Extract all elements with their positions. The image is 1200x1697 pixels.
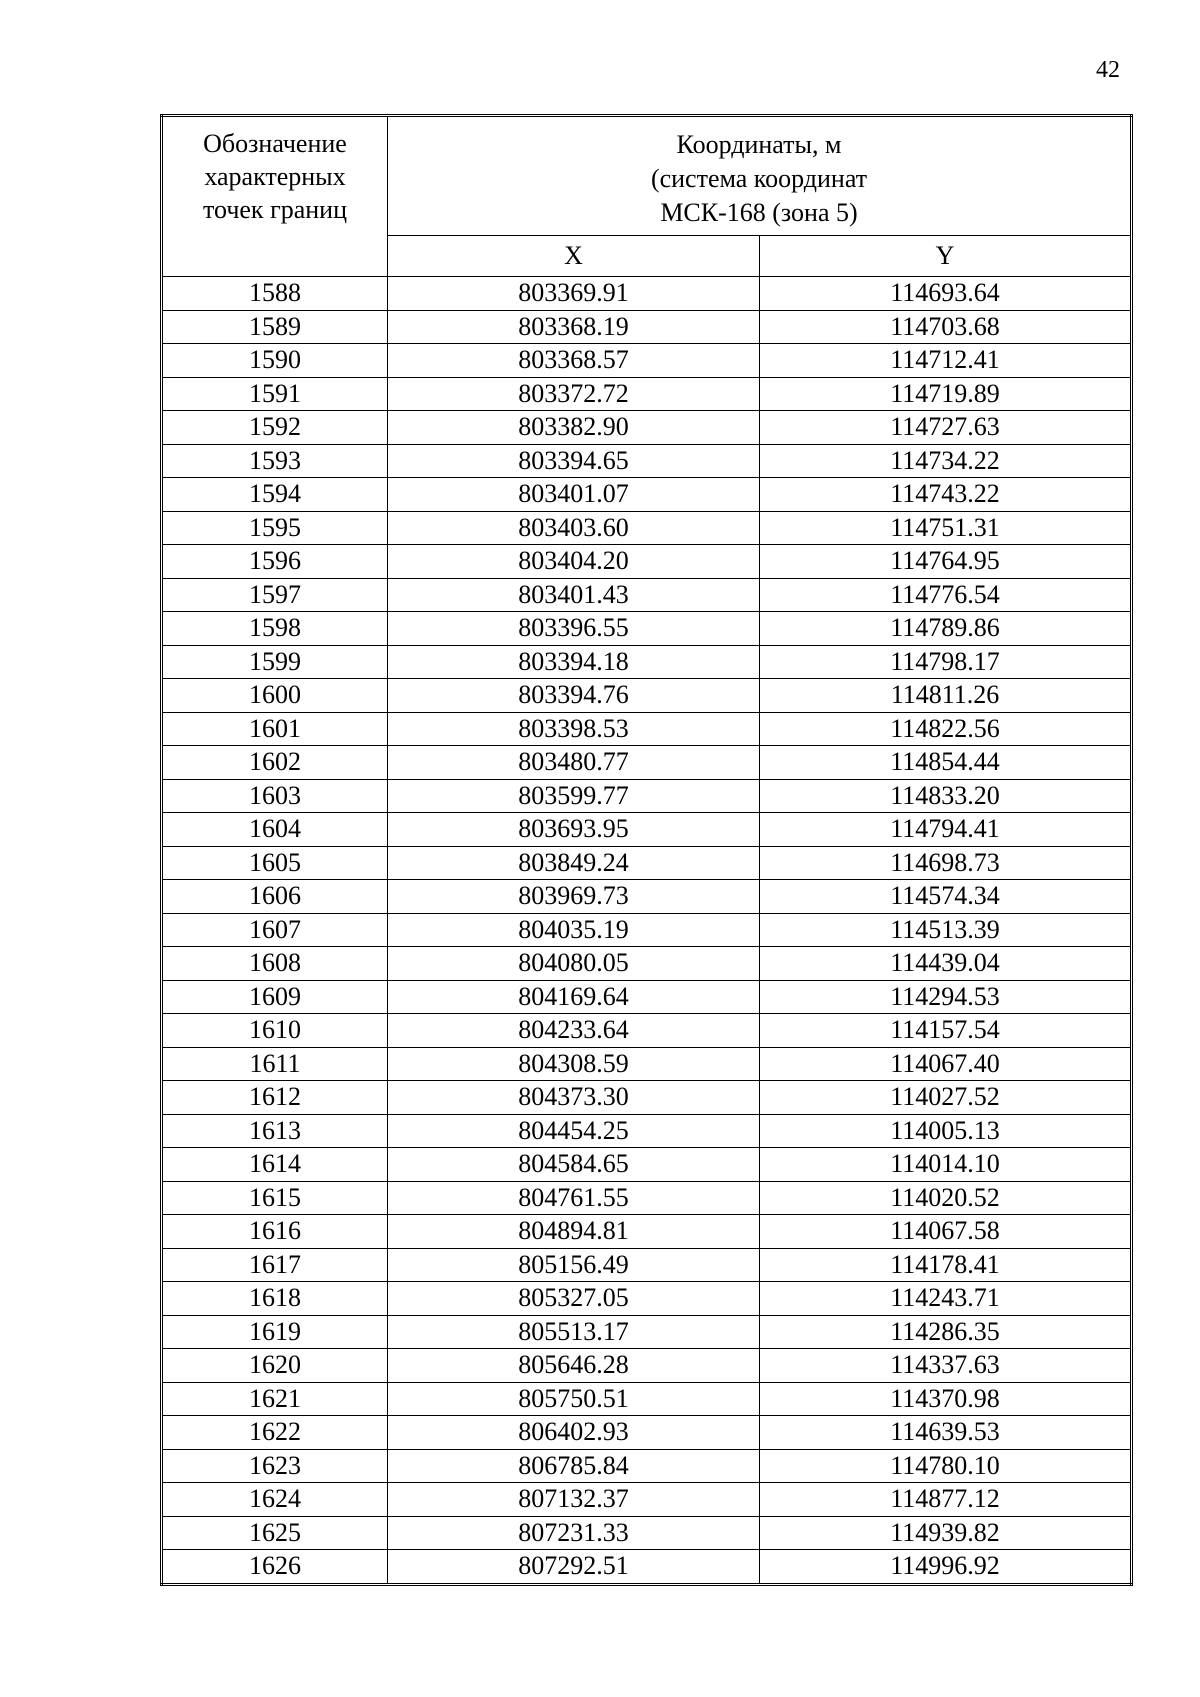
point-id-cell: 1616 [162, 1215, 388, 1249]
table-row [162, 813, 1132, 847]
y-coordinate-cell: 114698.73 [760, 846, 1132, 880]
x-coordinate-cell: 803398.53 [388, 712, 760, 746]
point-id-cell: 1595 [162, 511, 388, 545]
x-coordinate-cell: 807132.37 [388, 1483, 760, 1517]
point-id-cell: 1621 [162, 1382, 388, 1416]
point-id-cell: 1590 [162, 344, 388, 378]
x-coordinate-cell: 804373.30 [388, 1081, 760, 1115]
point-id-cell: 1624 [162, 1483, 388, 1517]
coordinates-header [388, 116, 1132, 236]
point-id-cell: 1615 [162, 1181, 388, 1215]
table-row [162, 511, 1132, 545]
x-coordinate-cell: 803372.72 [388, 377, 760, 411]
point-id-cell: 1604 [162, 813, 388, 847]
point-id-cell: 1611 [162, 1047, 388, 1081]
point-id-cell: 1617 [162, 1248, 388, 1282]
y-coordinate-cell: 114020.52 [760, 1181, 1132, 1215]
y-coordinate-cell: 114294.53 [760, 980, 1132, 1014]
x-coordinate-cell: 807292.51 [388, 1550, 760, 1585]
point-id-cell: 1610 [162, 1014, 388, 1048]
table-row [162, 980, 1132, 1014]
y-coordinate-cell: 114822.56 [760, 712, 1132, 746]
y-coordinate-cell: 114067.40 [760, 1047, 1132, 1081]
y-coordinate-cell: 114854.44 [760, 746, 1132, 780]
point-id-cell: 1618 [162, 1282, 388, 1316]
x-coordinate-cell: 804169.64 [388, 980, 760, 1014]
y-coordinate-cell: 114794.41 [760, 813, 1132, 847]
point-id-cell: 1606 [162, 880, 388, 914]
y-coordinate-cell: 114513.39 [760, 913, 1132, 947]
table-row [162, 1349, 1132, 1383]
y-coordinate-cell: 114014.10 [760, 1148, 1132, 1182]
table-row [162, 880, 1132, 914]
x-coordinate-cell: 805327.05 [388, 1282, 760, 1316]
x-coordinate-cell: 805646.28 [388, 1349, 760, 1383]
y-coordinate-cell: 114727.63 [760, 411, 1132, 445]
x-coordinate-cell: 804308.59 [388, 1047, 760, 1081]
x-coordinate-cell: 803969.73 [388, 880, 760, 914]
table-row [162, 1315, 1132, 1349]
y-coordinate-cell: 114439.04 [760, 947, 1132, 981]
point-id-cell: 1599 [162, 645, 388, 679]
x-coordinate-cell: 804035.19 [388, 913, 760, 947]
y-coordinate-cell: 114996.92 [760, 1550, 1132, 1585]
y-coordinate-cell: 114027.52 [760, 1081, 1132, 1115]
table-row [162, 1483, 1132, 1517]
table-row [162, 1014, 1132, 1048]
x-coordinate-cell: 807231.33 [388, 1516, 760, 1550]
y-coordinate-cell: 114243.71 [760, 1282, 1132, 1316]
table-row [162, 377, 1132, 411]
point-id-cell: 1600 [162, 679, 388, 713]
point-id-cell: 1614 [162, 1148, 388, 1182]
header-label-line: Обозначение [203, 129, 347, 158]
point-id-cell: 1625 [162, 1516, 388, 1550]
table-row [162, 1449, 1132, 1483]
point-id-cell: 1596 [162, 545, 388, 579]
table-row [162, 1550, 1132, 1585]
point-id-cell: 1598 [162, 612, 388, 646]
x-coordinate-cell: 803394.65 [388, 444, 760, 478]
table-row [162, 310, 1132, 344]
point-id-cell: 1597 [162, 578, 388, 612]
x-coordinate-cell: 803693.95 [388, 813, 760, 847]
x-coordinate-cell: 803369.91 [388, 277, 760, 311]
point-id-cell: 1601 [162, 712, 388, 746]
y-coordinate-cell: 114639.53 [760, 1416, 1132, 1450]
point-id-cell: 1622 [162, 1416, 388, 1450]
point-id-cell: 1605 [162, 846, 388, 880]
point-id-cell: 1602 [162, 746, 388, 780]
x-coordinate-cell: 803480.77 [388, 746, 760, 780]
x-coordinate-cell: 805513.17 [388, 1315, 760, 1349]
table-row [162, 277, 1132, 311]
header-coords-line: МСК-168 (зона 5) [660, 198, 858, 227]
x-column-header: X [388, 236, 760, 277]
point-id-cell: 1626 [162, 1550, 388, 1585]
point-id-cell: 1608 [162, 947, 388, 981]
y-coordinate-cell: 114157.54 [760, 1014, 1132, 1048]
table-row [162, 344, 1132, 378]
y-coordinate-cell: 114811.26 [760, 679, 1132, 713]
y-coordinate-cell: 114877.12 [760, 1483, 1132, 1517]
table-row [162, 1416, 1132, 1450]
table-row [162, 1516, 1132, 1550]
x-coordinate-cell: 803394.76 [388, 679, 760, 713]
point-id-cell: 1603 [162, 779, 388, 813]
point-id-cell: 1592 [162, 411, 388, 445]
header-label-line: характерных [204, 162, 346, 191]
table-row [162, 1181, 1132, 1215]
table-row [162, 1382, 1132, 1416]
table-row [162, 746, 1132, 780]
x-coordinate-cell: 806785.84 [388, 1449, 760, 1483]
table-row [162, 578, 1132, 612]
table-row [162, 411, 1132, 445]
y-coordinate-cell: 114693.64 [760, 277, 1132, 311]
point-id-cell: 1613 [162, 1114, 388, 1148]
y-coordinate-cell: 114751.31 [760, 511, 1132, 545]
y-coordinate-cell: 114743.22 [760, 478, 1132, 512]
table-row [162, 679, 1132, 713]
y-coordinate-cell: 114337.63 [760, 1349, 1132, 1383]
point-id-cell: 1619 [162, 1315, 388, 1349]
x-coordinate-cell: 806402.93 [388, 1416, 760, 1450]
point-id-cell: 1609 [162, 980, 388, 1014]
table-row [162, 1215, 1132, 1249]
x-coordinate-cell: 803401.43 [388, 578, 760, 612]
y-coordinate-cell: 114574.34 [760, 880, 1132, 914]
x-coordinate-cell: 803394.18 [388, 645, 760, 679]
table-row [162, 612, 1132, 646]
y-coordinate-cell: 114712.41 [760, 344, 1132, 378]
point-id-cell: 1612 [162, 1081, 388, 1115]
point-id-cell: 1607 [162, 913, 388, 947]
y-coordinate-cell: 114719.89 [760, 377, 1132, 411]
point-id-cell: 1594 [162, 478, 388, 512]
y-coordinate-cell: 114005.13 [760, 1114, 1132, 1148]
point-id-cell: 1593 [162, 444, 388, 478]
y-coordinate-cell: 114178.41 [760, 1248, 1132, 1282]
point-designation-header [162, 116, 388, 277]
x-coordinate-cell: 803382.90 [388, 411, 760, 445]
y-coordinate-cell: 114776.54 [760, 578, 1132, 612]
point-id-cell: 1591 [162, 377, 388, 411]
point-id-cell: 1623 [162, 1449, 388, 1483]
table-row [162, 478, 1132, 512]
table-row [162, 1148, 1132, 1182]
header-label-line: точек границ [202, 195, 348, 224]
table-row [162, 545, 1132, 579]
table-row [162, 846, 1132, 880]
y-coordinate-cell: 114939.82 [760, 1516, 1132, 1550]
x-coordinate-cell: 805750.51 [388, 1382, 760, 1416]
point-id-cell: 1589 [162, 310, 388, 344]
table-row [162, 779, 1132, 813]
header-coords-line: (система координат [650, 164, 868, 193]
y-coordinate-cell: 114370.98 [760, 1382, 1132, 1416]
point-id-cell: 1588 [162, 277, 388, 311]
x-coordinate-cell: 804761.55 [388, 1181, 760, 1215]
x-coordinate-cell: 803396.55 [388, 612, 760, 646]
y-coordinate-cell: 114798.17 [760, 645, 1132, 679]
x-coordinate-cell: 803404.20 [388, 545, 760, 579]
x-coordinate-cell: 803401.07 [388, 478, 760, 512]
y-coordinate-cell: 114833.20 [760, 779, 1132, 813]
table-row [162, 947, 1132, 981]
x-coordinate-cell: 804233.64 [388, 1014, 760, 1048]
y-coordinate-cell: 114703.68 [760, 310, 1132, 344]
table-row [162, 913, 1132, 947]
page-number: 42 [1096, 57, 1120, 83]
y-coordinate-cell: 114789.86 [760, 612, 1132, 646]
table-row [162, 645, 1132, 679]
table-body [162, 277, 1132, 1585]
x-coordinate-cell: 804080.05 [388, 947, 760, 981]
table-row [162, 1114, 1132, 1148]
y-coordinate-cell: 114286.35 [760, 1315, 1132, 1349]
header-coords-line: Координаты, м [676, 130, 842, 159]
table-row [162, 712, 1132, 746]
table-row [162, 1282, 1132, 1316]
y-column-header: Y [760, 236, 1132, 277]
table-row [162, 444, 1132, 478]
y-coordinate-cell: 114734.22 [760, 444, 1132, 478]
x-coordinate-cell: 803849.24 [388, 846, 760, 880]
table-row [162, 1047, 1132, 1081]
x-coordinate-cell: 803368.57 [388, 344, 760, 378]
x-coordinate-cell: 804584.65 [388, 1148, 760, 1182]
coordinates-table [160, 114, 1133, 1586]
x-coordinate-cell: 805156.49 [388, 1248, 760, 1282]
x-coordinate-cell: 803368.19 [388, 310, 760, 344]
x-coordinate-cell: 803599.77 [388, 779, 760, 813]
point-id-cell: 1620 [162, 1349, 388, 1383]
y-coordinate-cell: 114764.95 [760, 545, 1132, 579]
x-coordinate-cell: 804894.81 [388, 1215, 760, 1249]
table-row [162, 1081, 1132, 1115]
x-coordinate-cell: 804454.25 [388, 1114, 760, 1148]
y-coordinate-cell: 114780.10 [760, 1449, 1132, 1483]
table-row [162, 1248, 1132, 1282]
x-coordinate-cell: 803403.60 [388, 511, 760, 545]
y-coordinate-cell: 114067.58 [760, 1215, 1132, 1249]
